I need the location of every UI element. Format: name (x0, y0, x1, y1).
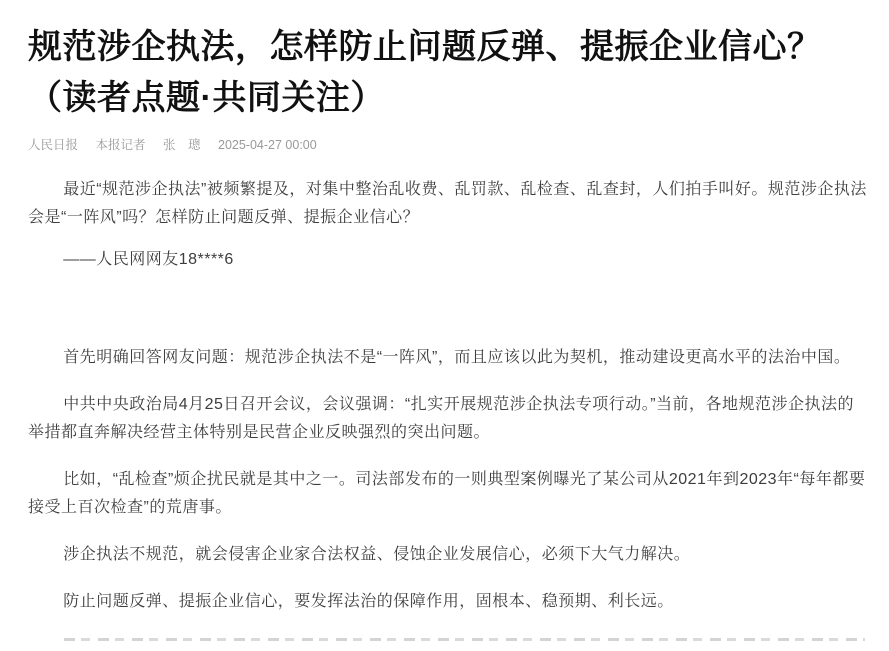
article-paragraph: 比如，“乱检查”烦企扰民就是其中之一。司法部发布的一则典型案例曝光了某公司从2021年到2023年“每年都要接受上百次检查”的荒唐事。 (28, 471, 866, 516)
article-title-line2: （读者点题·共同关注） (28, 79, 385, 117)
article-paragraph: 中共中央政治局4月25日召开会议，会议强调：“扎实开展规范涉企执法专项行动。”当前，各地规范涉企执法的举措都直奔解决经营主体特别是民营企业反映强烈的突出问题。 (28, 396, 855, 441)
article-title (28, 22, 867, 124)
byline-publish-datetime: 2025-04-27 00:00 (218, 138, 317, 152)
reader-attribution: ——人民网网友18****6 (63, 251, 234, 268)
article-body (28, 176, 867, 641)
byline (28, 137, 867, 154)
article-paragraph: 防止问题反弹、提振企业信心，要发挥法治的保障作用，固根本、稳预期、利长远。 (63, 593, 674, 610)
clipped-next-text-line (64, 638, 865, 641)
article-title-line1: 规范涉企执法，怎样防止问题反弹、提振企业信心？ (28, 28, 822, 66)
byline-reporter-label: 本报记者 (95, 138, 146, 152)
article-paragraph: 最近“规范涉企执法”被频繁提及，对集中整治乱收费、乱罚款、乱检查、乱查封，人们拍手叫好。规范涉企执法会是“一阵风”吗？怎样防止问题反弹、提振企业信心？ (28, 181, 867, 226)
byline-source: 人民日报 (28, 138, 79, 152)
article-paragraph: 首先明确回答网友问题：规范涉企执法不是“一阵风”，而且应该以此为契机，推动建设更高水平的法治中国。 (63, 349, 851, 366)
byline-reporter-name: 张 璁 (163, 138, 201, 152)
article-paragraph: 涉企执法不规范，就会侵害企业家合法权益、侵蚀企业发展信心，必须下大气力解决。 (63, 546, 691, 563)
